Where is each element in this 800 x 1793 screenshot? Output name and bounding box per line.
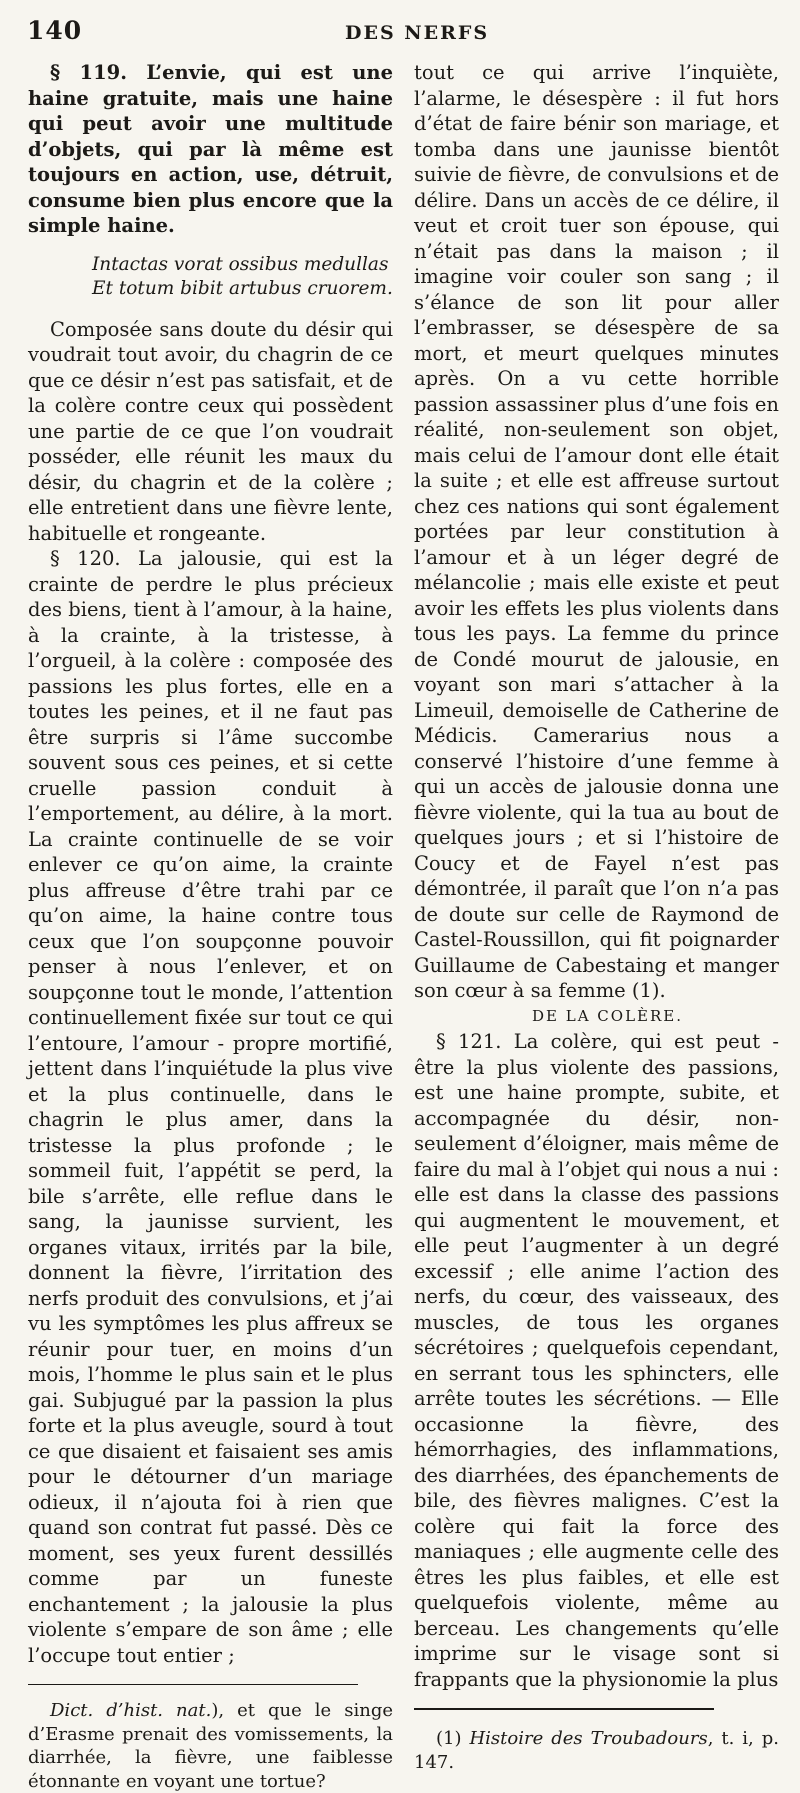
left-column: [28, 60, 393, 1793]
latin-verse: [92, 253, 393, 301]
footnote-reference: , t. i, p. 147.: [414, 1728, 779, 1773]
right-column: [414, 60, 779, 1774]
footnote-1: [414, 1727, 779, 1774]
footnote-title: Histoire des Troubadours: [469, 1728, 708, 1749]
running-head: DES NERFS: [345, 22, 490, 44]
section-heading: DE LA COLÈRE.: [531, 1006, 683, 1025]
footnote-text: ), et que le singe d’Erasme prenait des vomissements, la diarrhée, la fièvre, une faiblesse étonnante en voyant une tortue?: [28, 1700, 393, 1792]
footnote-rule: [28, 1684, 358, 1685]
footnote-marker: (1): [436, 1728, 470, 1749]
paragraph-119: § 119. L’envie, qui est une haine gratuite, mais une haine qui peut avoir une multitude d’objets, qui par là même est toujours en action, use, détruit, consume bien plus encore que la simple haine.: [28, 61, 393, 237]
footnote-continuation: [28, 1699, 393, 1793]
paragraph-continuation: tout ce qui arrive l’inquiète, l’alarme, le désespère : il fut hors d’état de faire bénir son mariage, et tomba dans une jaunisse bientôt suivie de fièvre, de convulsions et de délire. Dans un accès de ce délire, il veut et croit tuer son épouse, qui n’était pas dans la maison ; il imagine voir couler son sang ; il s’élance de son lit pour aller l’embrasser, se désespère de sa mort, et meurt quelques minutes après. On a vu cette horrible passion assassiner plus d’une fois en réalité, non-seulement son objet, mais celui de l’amour dont elle était la suite ; et elle est affreuse surtout chez ces nations qui sont également portées par leur constitution à l’amour et à un léger degré de mélancolie ; mais elle existe et peut avoir les effets les plus violents dans tous les pays. La femme du prince de Condé mourut de jalousie, en voyant son mari s’attacher à la Limeuil, demoiselle de Catherine de Médicis. Camerarius nous a conservé l’histoire d’une femme à qui un accès de jalousie donna une fièvre violente, qui la tua au bout de quelques jours ; et si l’histoire de Coucy et de Fayel n’est pas démontrée, il paraît que l’on n’a pas de doute sur celle de Raymond de Castel-Roussillon, qui fit poignarder Guillaume de Cabestaing et manger son cœur à sa femme (1).: [414, 61, 779, 1002]
page-number: 140: [27, 16, 83, 45]
paragraph-120: § 120. La jalousie, qui est la crainte de perdre le plus précieux des biens, tient à l’amour, à la haine, à la crainte, à la tristesse, à l’orgueil, à la colère : composée des passions les plus fortes, elle en a toutes les peines, et il ne faut pas être surpris si l’âme succombe souvent sous ces peines, et si cette cruelle passion conduit à l’emportement, au délire, à la mort. La crainte continuelle de se voir enlever ce qu’on aime, la crainte plus affreuse d’être trahi par ce qu’on aime, la haine contre tous ceux que l’on soupçonne pouvoir penser à nous l’enlever, et on soupçonne tout le monde, l’attention continuellement fixée sur tout ce qui l’entoure, l’amour - propre mortifié, jettent dans l’inquiétude la plus vive et la plus continuelle, dans le chagrin le plus amer, dans la tristesse la plus profonde ; le sommeil fuit, l’appétit se perd, la bile s’arrête, elle reflue dans le sang, la jaunisse survient, les organes vitaux, irrités par la bile, donnent la fièvre, l’irritation des nerfs produit des convulsions, et j’ai vu les symptômes les plus affreux se réunir pour tuer, en moins d’un mois, l’homme le plus sain et le plus gai. Subjugué par la passion la plus forte et la plus aveugle, sourd à tout ce que disaient et faisaient ses amis pour le détourner d’un mariage odieux, il n’ajouta foi à rien que quand son contrat fut passé. Dès ce moment, ses yeux furent dessillés comme par un funeste enchantement ; la jalousie la plus violente s’empare de son âme ; elle l’occupe tout entier ;: [28, 547, 393, 1667]
paragraph-121: § 121. La colère, qui est peut - être la plus violente des passions, est une haine prompte, subite, et accompagnée du désir, non-seulement d’éloigner, mais même de faire du mal à l’objet qui nous a nui : elle est dans la classe des passions qui augmentent le mouvement, et elle peut l’augmenter à un degré excessif ; elle anime l’action des nerfs, du cœur, des vaisseaux, des muscles, de tous les organes sécrétoires ; quelquefois cependant, en serrant tous les sphincters, elle arrête toutes les sécrétions. — Elle occasionne la fièvre, des hémorrhagies, des inflammations, des diarrhées, des épanchements de bile, des fièvres malignes. C’est la colère qui fait la force des maniaques ; elle augmente celle des êtres les plus faibles, et elle est quelquefois violente, même au berceau. Les changements qu’elle imprime sur le visage sont si frappants que la physionomie la plus: [414, 1030, 779, 1691]
page-header: [0, 16, 800, 56]
footnote-rule-right: [414, 1708, 714, 1713]
footnote-citation: Dict. d’hist. nat.: [50, 1700, 212, 1721]
paragraph-composee: Composée sans doute du désir qui voudrait tout avoir, du chagrin de ce que ce désir n’est pas satisfait, et de la colère contre ceux qui possèdent une partie de ce que l’on voudrait posséder, elle réunit les maux du désir, du chagrin et de la colère ; elle entretient dans une fièvre lente, habituelle et rongeante.: [28, 317, 393, 545]
verse-line-2: Et totum bibit artubus cruorem.: [92, 277, 393, 299]
verse-line-1: Intactas vorat ossibus medullas: [92, 253, 389, 275]
